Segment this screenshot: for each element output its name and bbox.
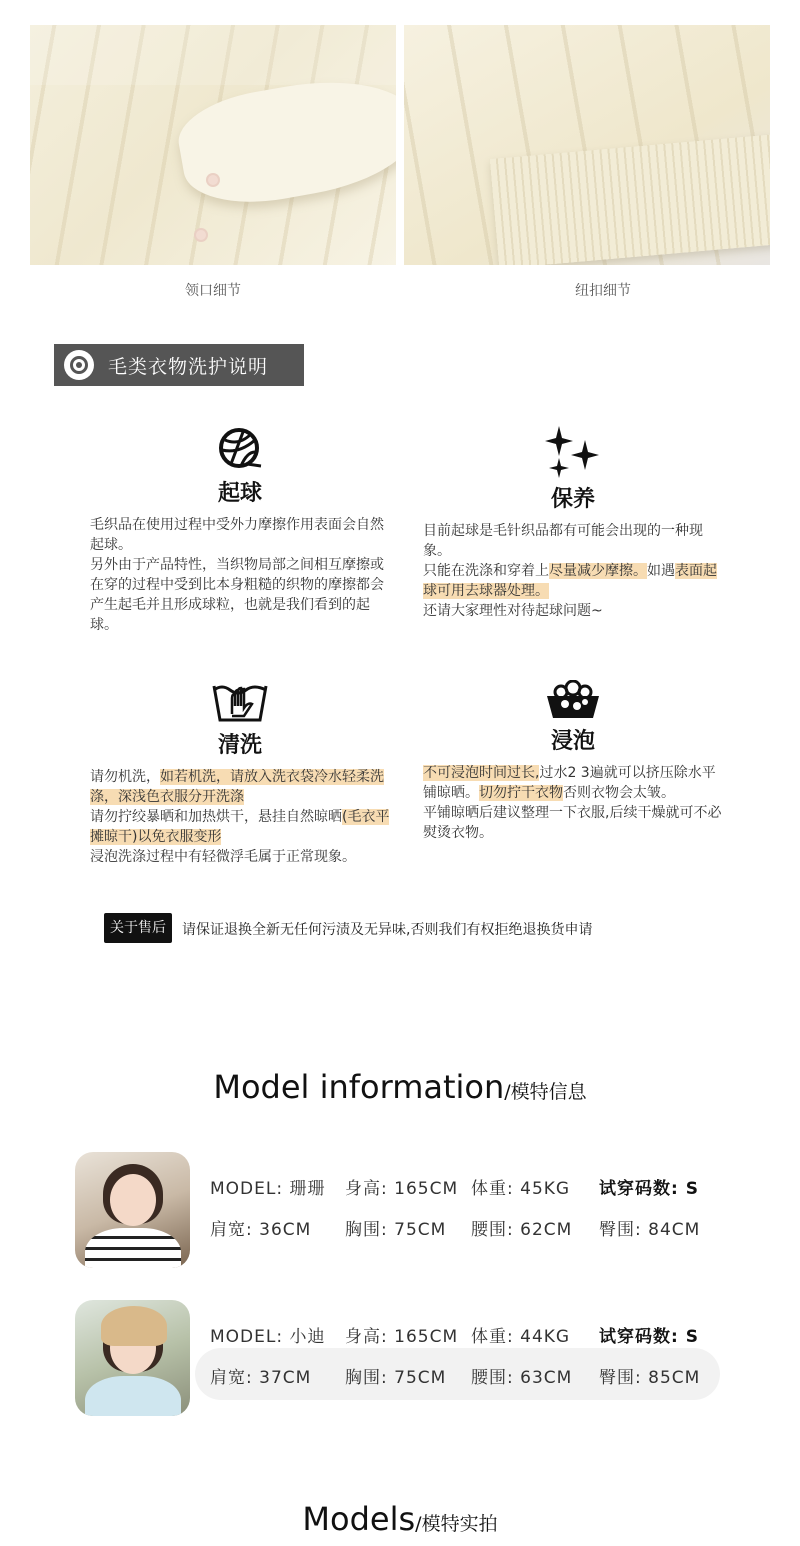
sparkle-icon	[545, 426, 601, 478]
button-dot	[208, 175, 218, 185]
collar-shape	[172, 65, 396, 215]
care-header-title: 毛类衣物洗护说明	[108, 355, 269, 378]
model-waist: 腰围: 63CM	[471, 1368, 573, 1388]
soaking-text: 不可浸泡时间过长,过水2 3遍就可以挤压除水平铺晾晒。切勿拧干衣物否则衣物会太皱。 平铺晾晒后建议整理一下衣服,后续干燥就可不必熨烫衣物。	[423, 765, 722, 841]
model-weight: 体重: 45KG	[471, 1179, 571, 1199]
hand-wash-icon	[212, 680, 268, 724]
model-waist: 腰围: 62CM	[471, 1220, 573, 1240]
model-hip: 臀围: 85CM	[599, 1368, 701, 1388]
model-chest: 胸围: 75CM	[345, 1220, 447, 1240]
model-height: 身高: 165CM	[345, 1179, 459, 1199]
button-detail-caption: 纽扣细节	[575, 283, 631, 299]
model-card	[75, 1300, 725, 1416]
washing-text: 请勿机洗，如若机洗，请放入洗衣袋冷水轻柔洗涤，深浅色衣服分开洗涤 请勿拧绞暴晒和加热烘干，悬挂自然晾晒(毛衣平摊晾干)以免衣服变形 浸泡洗涤过程中有轻微浮毛属于正常现象。	[90, 769, 390, 865]
model-size: 试穿码数: S	[599, 1179, 699, 1199]
maintenance-text: 目前起球是毛针织品都有可能会出现的一种现象。 只能在洗涤和穿着上尽量减少摩擦。如遇表面起球可用去球器处理。 还请大家理性对待起球问题~	[423, 523, 717, 619]
maintenance-title: 保养	[550, 487, 595, 512]
models-title-en: Models	[302, 1500, 416, 1538]
cuff-detail-photo	[404, 25, 770, 265]
pilling-title: 起球	[217, 481, 262, 506]
collar-detail-photo	[30, 25, 396, 265]
model-hip: 臀围: 84CM	[599, 1220, 701, 1240]
models-title	[0, 1500, 800, 1538]
avatar	[75, 1300, 190, 1416]
model-size: 试穿码数: S	[599, 1327, 699, 1347]
after-sales-text: 请保证退换全新无任何污渍及无异味,否则我们有权拒绝退换货申请	[182, 922, 593, 938]
model-shoulder: 肩宽: 36CM	[210, 1220, 312, 1240]
model-info-title-cn: /模特信息	[504, 1081, 587, 1103]
model-card	[75, 1152, 725, 1268]
models-title-cn: /模特实拍	[415, 1513, 498, 1535]
soaking-title: 浸泡	[550, 729, 595, 754]
collar-detail-caption: 领口细节	[185, 283, 241, 299]
yarn-ball-icon	[217, 426, 263, 472]
model-height: 身高: 165CM	[345, 1327, 459, 1347]
pilling-text: 毛织品在使用过程中受外力摩擦作用表面会自然起球。 另外由于产品特性，当织物局部之间相互摩擦或在穿的过程中受到比本身粗糙的织物的摩擦都会产生起毛并且形成球粒，也就是我们看到的起球。	[90, 517, 384, 633]
care-block-soaking	[423, 680, 723, 843]
care-block-pilling	[90, 426, 390, 635]
soak-basin-icon	[545, 680, 601, 720]
button-dot	[196, 230, 206, 240]
ribbed-cuff-shape	[490, 131, 770, 265]
care-block-maintenance	[423, 426, 723, 621]
avatar	[75, 1152, 190, 1268]
care-instructions-header	[54, 344, 304, 386]
model-name: MODEL: 珊珊	[210, 1179, 326, 1199]
model-info-title-en: Model information	[213, 1068, 505, 1106]
washing-title: 清洗	[217, 733, 262, 758]
care-block-washing	[90, 680, 390, 867]
wool-care-logo-icon	[64, 350, 94, 380]
model-info-title	[0, 1068, 800, 1106]
model-shoulder: 肩宽: 37CM	[210, 1368, 312, 1388]
after-sales-badge: 关于售后	[104, 913, 172, 943]
model-weight: 体重: 44KG	[471, 1327, 571, 1347]
model-chest: 胸围: 75CM	[345, 1368, 447, 1388]
model-name: MODEL: 小迪	[210, 1327, 326, 1347]
photo-background	[30, 25, 396, 85]
